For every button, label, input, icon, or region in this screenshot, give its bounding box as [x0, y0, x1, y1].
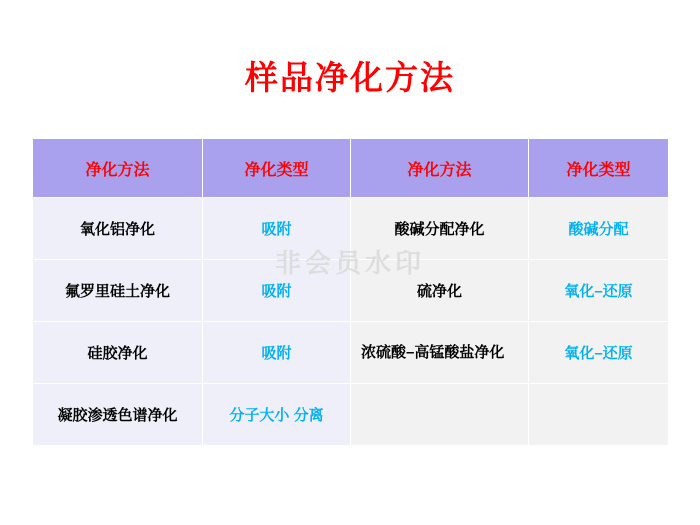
cell-method-right-empty — [351, 384, 529, 446]
cell-method-left: 氟罗里硅土净化 — [33, 260, 203, 322]
cell-method-right: 浓硫酸–高锰酸盐净化 — [351, 322, 529, 384]
cell-method-left: 凝胶渗透色谱净化 — [33, 384, 203, 446]
cell-method-left: 硅胶净化 — [33, 322, 203, 384]
column-header-method-right: 净化方法 — [351, 139, 529, 198]
watermark: 非会员水印 — [274, 249, 425, 279]
cell-method-left: 氧化铝净化 — [33, 198, 203, 260]
cell-type-right: 氧化–还原 — [529, 322, 669, 384]
table-row — [33, 260, 669, 322]
cell-type-left: 吸附 — [203, 198, 351, 260]
column-header-type-left: 净化类型 — [203, 139, 351, 198]
cell-type-left: 吸附 — [203, 322, 351, 384]
purification-table — [32, 138, 669, 446]
cell-type-right-empty — [529, 384, 669, 446]
table-row — [33, 198, 669, 260]
page-title: 样品净化方法 — [245, 58, 455, 97]
table-body — [33, 198, 669, 446]
table-row — [33, 322, 669, 384]
cell-method-right: 酸碱分配净化 — [351, 198, 529, 260]
table-header — [33, 139, 669, 198]
cell-type-right: 酸碱分配 — [529, 198, 669, 260]
column-header-type-right: 净化类型 — [529, 139, 669, 198]
column-header-method-left: 净化方法 — [33, 139, 203, 198]
purification-table-container — [32, 138, 668, 446]
cell-type-left: 分子大小 分离 — [203, 384, 351, 446]
table-row — [33, 384, 669, 446]
cell-type-right: 氧化–还原 — [529, 260, 669, 322]
cell-method-right: 硫净化 — [351, 260, 529, 322]
table-header-row — [33, 139, 669, 198]
cell-type-left: 吸附 — [203, 260, 351, 322]
